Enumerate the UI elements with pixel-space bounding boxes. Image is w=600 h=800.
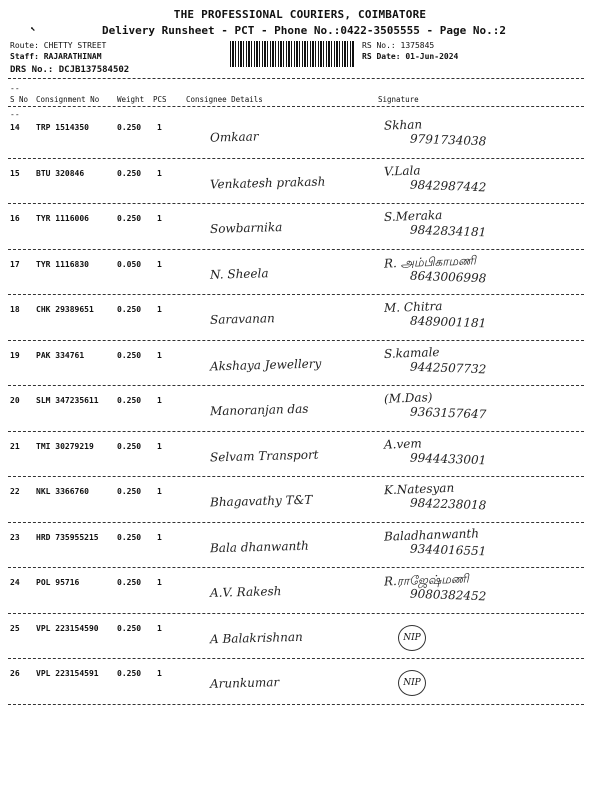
table-row: [0, 482, 600, 528]
consignee-name: Omkaar: [209, 129, 259, 145]
table-row: [0, 525, 600, 574]
cell-pcs: 1: [157, 669, 162, 678]
receiver-signature: S.Meraka: [383, 207, 443, 225]
document-subtitle: Delivery Runsheet - PCT - Phone No.:0422-3505555 - Page No.:2: [102, 24, 506, 37]
nip-stamp: NIP: [398, 625, 426, 651]
cell-consignment: SLM 347235611: [36, 396, 99, 405]
cell-pcs: 1: [157, 532, 162, 542]
table-row: [0, 619, 600, 665]
receiver-phone: 8643006998: [409, 268, 487, 285]
receiver-signature: S.kamale: [383, 344, 440, 361]
consignee-name: Saravanan: [209, 311, 275, 327]
row-divider: [8, 476, 584, 477]
receiver-phone: 9363157647: [409, 404, 487, 422]
cell-weight: 0.250: [117, 214, 142, 223]
consignee-name: A Balakrishnan: [209, 629, 303, 646]
receiver-signature: Baladhanwanth: [383, 525, 480, 544]
cell-weight: 0.250: [117, 623, 142, 633]
receiver-phone: 9842238018: [409, 495, 487, 513]
table-row: [0, 300, 600, 346]
cell-consignment: PAK 334761: [36, 350, 85, 360]
document-title: THE PROFESSIONAL COURIERS, COIMBATORE: [173, 8, 427, 21]
consignee-name: Manoranjan das: [209, 401, 309, 419]
receiver-signature: Skhan: [383, 117, 423, 133]
receiver-phone: 9842987442: [409, 177, 487, 194]
cell-sno: 18: [10, 305, 20, 314]
consignee-name: N. Sheela: [209, 265, 269, 282]
cell-sno: 24: [10, 578, 20, 587]
receiver-phone: 8489001181: [409, 313, 487, 331]
dash-marker: --: [10, 84, 20, 93]
row-divider: [8, 522, 584, 523]
cell-pcs: 1: [157, 214, 162, 223]
table-row: [0, 437, 600, 483]
cell-consignment: TRP 1514350: [36, 123, 89, 132]
receiver-signature: K.Natesyan: [383, 480, 455, 498]
row-divider: [8, 203, 584, 204]
cell-pcs: 1: [157, 623, 162, 633]
receiver-phone: 9791734038: [409, 131, 487, 149]
consignee-name: Arunkumar: [209, 675, 280, 691]
col-pcs: PCS: [153, 95, 167, 104]
staff-label: Staff: RAJARATHINAM: [10, 52, 102, 61]
table-row: [0, 164, 600, 210]
cell-weight: 0.250: [117, 669, 142, 678]
cell-sno: 22: [10, 487, 20, 496]
consignee-name: Bhagavathy T&T: [209, 492, 313, 510]
cell-consignment: NKL 3366760: [36, 487, 89, 496]
receiver-signature: M. Chitra: [383, 298, 443, 316]
cell-pcs: 1: [157, 578, 162, 587]
row-divider: [8, 704, 584, 705]
receiver-signature: A.vem: [383, 435, 422, 452]
table-row: [0, 573, 600, 619]
cell-pcs: 1: [157, 123, 162, 132]
receiver-signature: R.ராஜேஷ்மணி: [383, 571, 469, 589]
cell-weight: 0.250: [117, 441, 142, 451]
route-label: Route: CHETTY STREET: [10, 41, 107, 50]
header-rule-top: [8, 78, 584, 79]
row-divider: [8, 431, 584, 432]
row-divider: [8, 158, 584, 159]
cell-pcs: 1: [157, 350, 162, 360]
receiver-phone: 9442507732: [409, 359, 487, 376]
drs-number: DRS No.: DCJB137584502: [10, 65, 130, 75]
cell-sno: 23: [10, 532, 20, 542]
consignee-name: Selvam Transport: [209, 447, 319, 464]
consignee-name: Akshaya Jewellery: [209, 356, 322, 373]
consignee-name: Bala dhanwanth: [209, 538, 309, 555]
col-sno: S No: [10, 95, 29, 104]
cell-consignment: POL 95716: [36, 578, 80, 587]
rs-date: RS Date: 01-Jun-2024: [362, 52, 459, 61]
cell-sno: 19: [10, 350, 20, 360]
cell-pcs: 1: [157, 259, 162, 269]
cell-pcs: 1: [157, 168, 162, 178]
col-signature: Signature: [378, 95, 419, 104]
col-consignee: Consignee Details: [186, 95, 263, 104]
col-weight: Weight: [117, 95, 145, 104]
consignee-name: Sowbarnika: [209, 220, 283, 236]
receiver-phone: 9344016551: [409, 541, 487, 558]
row-divider: [8, 613, 584, 614]
cell-pcs: 1: [157, 487, 162, 496]
table-row: [0, 664, 600, 710]
cell-sno: 16: [10, 214, 20, 223]
receiver-phone: 9944433001: [409, 450, 487, 467]
cell-consignment: VPL 223154590: [36, 623, 99, 633]
cell-weight: 0.050: [117, 259, 142, 269]
cell-weight: 0.250: [117, 578, 142, 587]
row-divider: [8, 567, 584, 568]
table-row: [0, 391, 600, 437]
cell-weight: 0.250: [117, 168, 142, 178]
consignee-name: Venkatesh prakash: [209, 173, 326, 192]
cell-weight: 0.250: [117, 305, 142, 314]
cell-consignment: TYR 1116830: [36, 259, 89, 269]
corner-mark: ⬉: [30, 25, 36, 35]
cell-sno: 21: [10, 441, 20, 451]
row-divider: [8, 294, 584, 295]
table-row: [0, 252, 600, 301]
cell-sno: 14: [10, 123, 20, 132]
dash-marker: --: [10, 110, 20, 119]
cell-weight: 0.250: [117, 396, 142, 405]
table-row: [0, 209, 600, 255]
receiver-signature: R. அம்பிகாமணி: [383, 252, 477, 271]
row-divider: [8, 658, 584, 659]
nip-stamp: NIP: [398, 670, 426, 696]
col-consignment: Consignment No: [36, 95, 100, 104]
consignee-name: A.V. Rakesh: [209, 584, 282, 600]
cell-consignment: TMI 30279219: [36, 441, 94, 451]
receiver-phone: 9842834181: [409, 222, 487, 240]
cell-weight: 0.250: [117, 532, 142, 542]
receiver-signature: (M.Das): [383, 390, 433, 406]
cell-sno: 20: [10, 396, 20, 405]
cell-pcs: 1: [157, 396, 162, 405]
cell-sno: 26: [10, 669, 20, 678]
cell-weight: 0.250: [117, 123, 142, 132]
cell-weight: 0.250: [117, 487, 142, 496]
receiver-signature: V.Lala: [383, 162, 421, 179]
row-divider: [8, 385, 584, 386]
row-divider: [8, 249, 584, 250]
cell-sno: 15: [10, 168, 20, 178]
table-row: [0, 346, 600, 392]
cell-consignment: BTU 320846: [36, 168, 85, 178]
table-row: [0, 118, 600, 164]
cell-pcs: 1: [157, 441, 162, 451]
rs-number: RS No.: 1375845: [362, 41, 435, 50]
barcode: [230, 41, 355, 67]
cell-consignment: TYR 1116006: [36, 214, 89, 223]
cell-sno: 17: [10, 259, 20, 269]
cell-consignment: HRD 735955215: [36, 532, 99, 542]
cell-consignment: VPL 223154591: [36, 669, 99, 678]
cell-weight: 0.250: [117, 350, 142, 360]
receiver-phone: 9080382452: [409, 586, 487, 604]
header-rule-bottom: [8, 106, 584, 107]
cell-pcs: 1: [157, 305, 162, 314]
cell-consignment: CHK 29389651: [36, 305, 94, 314]
cell-sno: 25: [10, 623, 20, 633]
row-divider: [8, 340, 584, 341]
